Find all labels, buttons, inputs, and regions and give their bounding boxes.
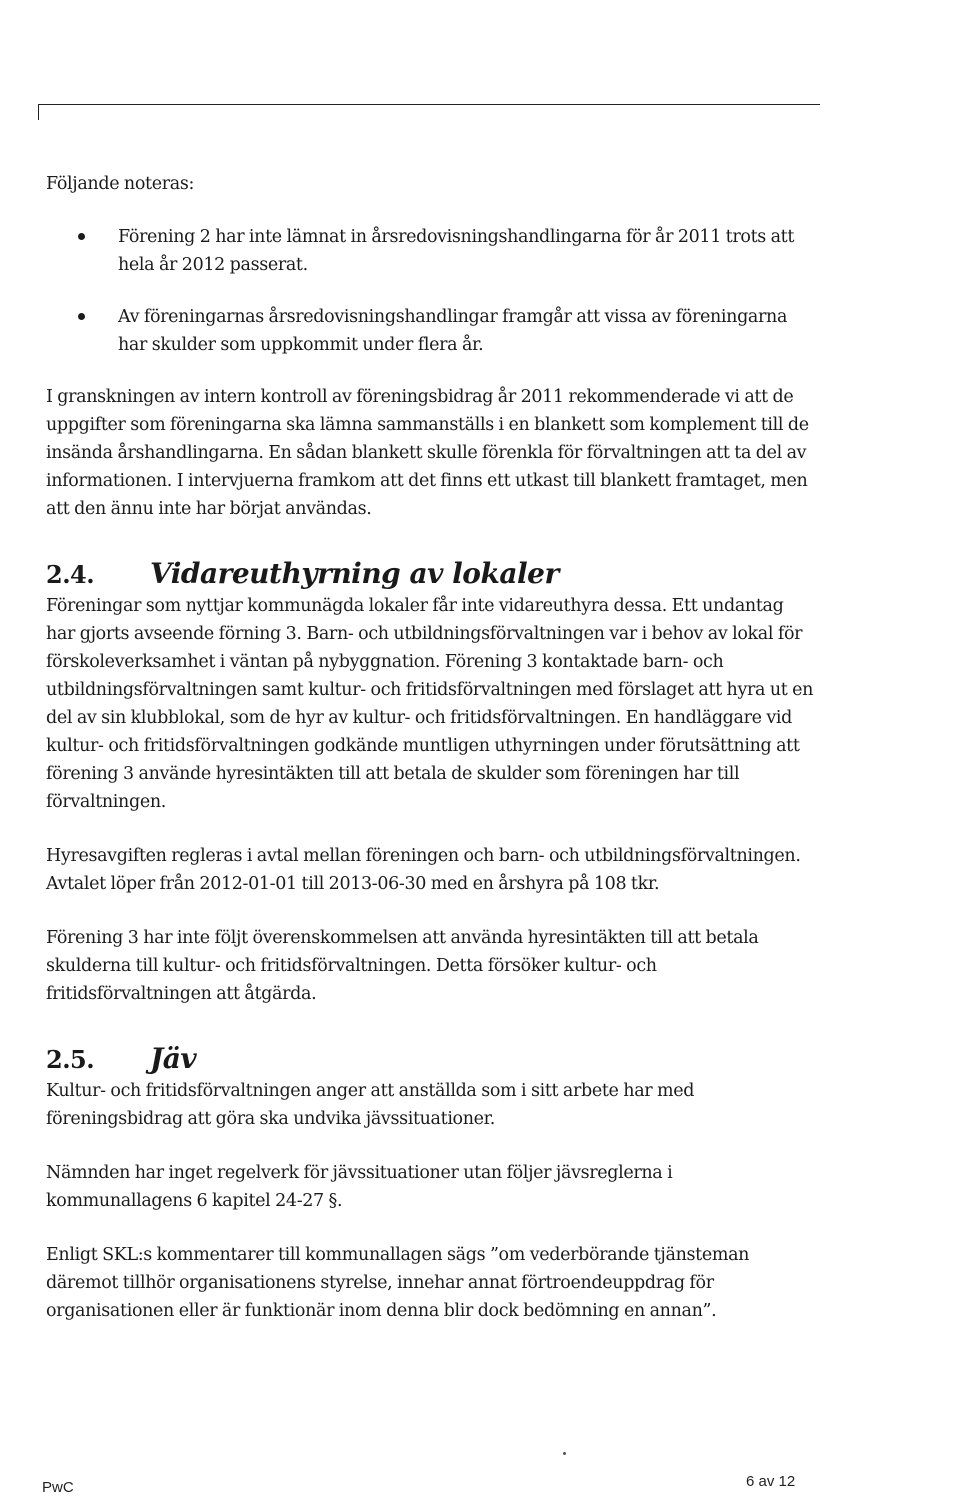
list-item-text: Förening 2 har inte lämnat in årsredovisningshandlingarna för år 2011 trots att hela år 2012 passerat.: [118, 227, 795, 275]
bullet-icon: [78, 313, 85, 320]
section-paragraph: Nämnden har inget regelverk för jävssituationer utan följer jävsreglerna i kommunallagens 6 kapitel 24-27 §.: [46, 1163, 673, 1211]
list-item: [46, 223, 816, 279]
intro-text: Följande noteras:: [46, 174, 194, 194]
header-rule-tick: [38, 104, 39, 120]
granskning-paragraph: I granskningen av intern kontroll av föreningsbidrag år 2011 rekommenderade vi att de uppgifter som föreningarna ska lämna sammanställs i en blankett som komplement till de insända årshandlingarna. En sådan blankett skulle förenkla för förvaltningen att ta del av informationen. I intervjuerna framkom att det finns ett utkast till blankett framtaget, men att den ännu inte har börjat användas.: [46, 387, 809, 519]
section-paragraph: Föreningar som nyttjar kommunägda lokaler får inte vidareuthyra dessa. Ett undantag har gjorts avseende förning 3. Barn- och utbildningsförvaltningen var i behov av lokal för förskoleverksamhet i väntan på nybyggnation. Förening 3 kontaktade barn- och utbildningsförvaltningen samt kultur- och fritidsförvaltningen med förslaget att hyra ut en del av sin klubblokal, som de hyr av kultur- och fritidsförvaltningen. En handläggare vid kultur- och fritidsförvaltningen godkände muntligen uthyrningen under förutsättning att förening 3 använde hyresintäkten till att betala de skulder som föreningen har till förvaltningen.: [46, 596, 814, 812]
section-heading-2-5: [46, 1042, 816, 1075]
section-paragraph: Enligt SKL:s kommentarer till kommunallagen sägs ”om vederbörande tjänsteman däremot tillhör organisationens styrelse, innehar annat förtroendeuppdrag för organisationen eller är funktionär inom denna blir dock bedömning en annan”.: [46, 1245, 750, 1321]
section-heading-2-4: [46, 557, 816, 590]
section-number: 2.5.: [46, 1045, 95, 1074]
list-item-text: Av föreningarnas årsredovisningshandlingar framgår att vissa av föreningarna har skulder som uppkommit under flera år.: [118, 307, 788, 355]
section-paragraph: Hyresavgiften regleras i avtal mellan föreningen och barn- och utbildningsförvaltningen. Avtalet löper från 2012-01-01 till 2013-06-30 med en årshyra på 108 tkr.: [46, 846, 801, 894]
footer-mark: [563, 1452, 566, 1455]
bullet-icon: [78, 233, 85, 240]
section-paragraph: Kultur- och fritidsförvaltningen anger att anställda som i sitt arbete har med föreningsbidrag att göra ska undvika jävssituationer.: [46, 1081, 695, 1129]
list-item: [46, 303, 816, 359]
header-rule: [38, 104, 820, 105]
notes-list: [46, 223, 816, 359]
section-paragraph: Förening 3 har inte följt överenskommelsen att använda hyresintäkten till att betala skulderna till kultur- och fritidsförvaltningen. Detta försöker kultur- och fritidsförvaltningen att åtgärda.: [46, 928, 759, 1004]
page-number: 6 av 12: [746, 1473, 796, 1490]
footer-brand: PwC: [42, 1479, 74, 1496]
section-title: Jäv: [150, 1042, 197, 1075]
section-number: 2.4.: [46, 560, 95, 589]
section-title: Vidareuthyrning av lokaler: [150, 557, 559, 590]
document-body: [46, 170, 816, 1351]
